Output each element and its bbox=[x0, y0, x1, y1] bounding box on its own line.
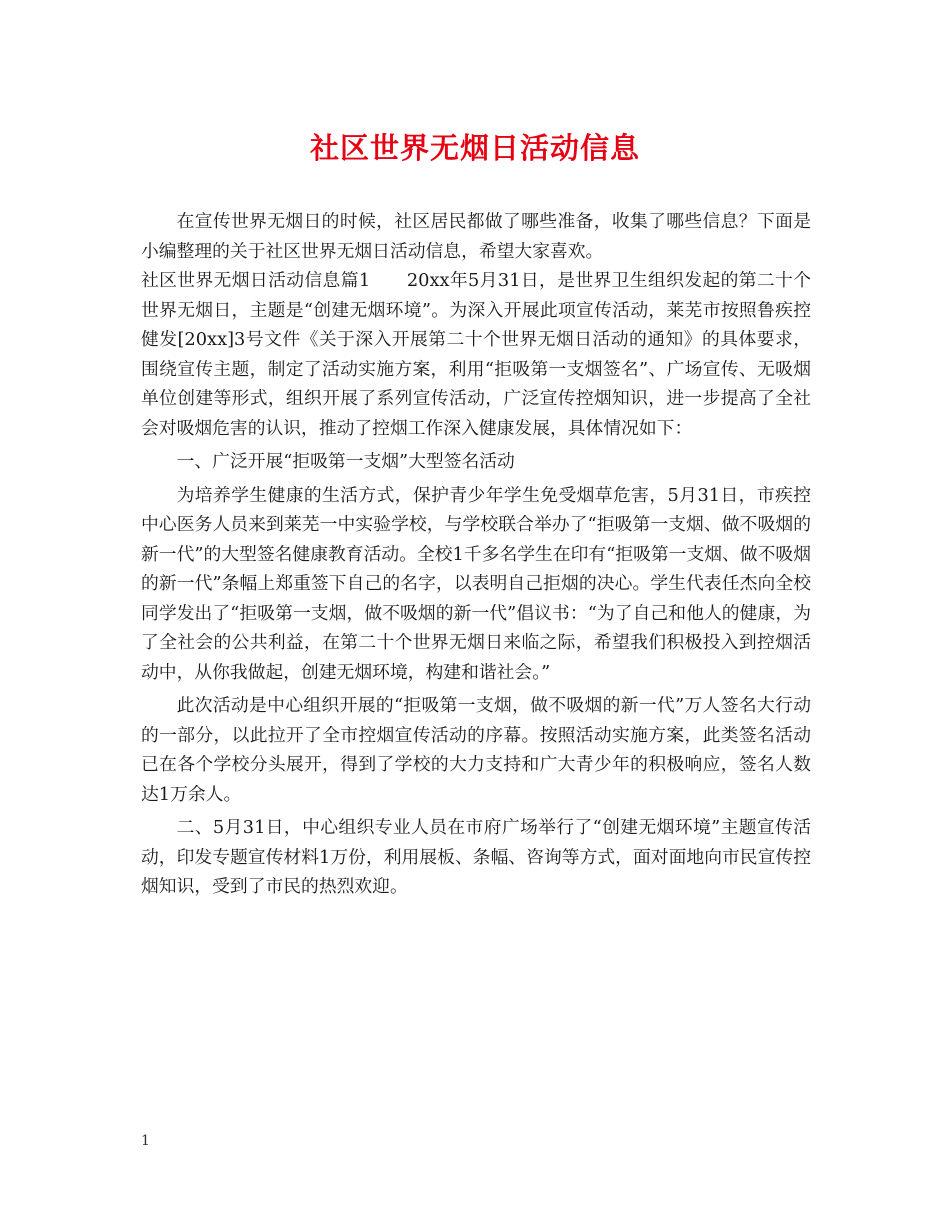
document-title: 社区世界无烟日活动信息 bbox=[309, 131, 640, 165]
intro-paragraph: 在宣传世界无烟日的时候，社区居民都做了哪些准备，收集了哪些信息？下面是小编整理的关于社区世界无烟日活动信息，希望大家喜欢。 bbox=[141, 211, 811, 262]
heading-paragraph-1: 一、广泛开展“拒吸第一支烟”大型签名活动 bbox=[176, 451, 515, 472]
document-body bbox=[141, 207, 811, 902]
body-paragraph-2: 此次活动是中心组织开展的“拒吸第一支烟，做不吸烟的新一代”万人签名大行动的一部分，以此拉开了全市控烟宣传活动的序幕。按照活动实施方案，此类签名活动已在各个学校分头展开，得到了学校的大力支持和广大青少年的积极响应，签名人数达1万余人。 bbox=[141, 695, 811, 805]
body-paragraph-3: 二、5月31日，中心组织专业人员在市府广场举行了“创建无烟环境”主题宣传活动，印发专题宣传材料1万份，利用展板、条幅、咨询等方式，面对面地向市民宣传控烟知识，受到了市民的热烈欢迎。 bbox=[141, 817, 811, 897]
body-paragraph-1: 为培养学生健康的生活方式，保护青少年学生免受烟草危害，5月31日，市疾控中心医务人员来到莱芜一中实验学校，与学校联合举办了“拒吸第一支烟、做不吸烟的新一代”的大型签名健康教育活动。全校1千多名学生在印有“拒吸第一支烟、做不吸烟的新一代”条幅上郑重签下自己的名字，以表明自己拒烟的决心。学生代表任杰向全校同学发出了“拒吸第一支烟，做不吸烟的新一代”倡议书：“为了自己和他人的健康，为了全社会的公共利益，在第二十个世界无烟日来临之际，希望我们积极投入到控烟活动中，从你我做起，创建无烟环境，构建和谐社会。” bbox=[141, 484, 811, 683]
page-number: 1 bbox=[141, 1133, 150, 1149]
section-paragraph-1: 社区世界无烟日活动信息篇1 20xx年5月31日，是世界卫生组织发起的第二十个世界无烟日，主题是“创建无烟环境”。为深入开展此项宣传活动，莱芜市按照鲁疾控健发[20xx]3号文件《关于深入开展第二十个世界无烟日活动的通知》的具体要求，围绕宣传主题，制定了活动实施方案，利用“拒吸第一支烟签名”、广场宣传、无吸烟单位创建等形式，组织开展了系列宣传活动，广泛宣传控烟知识，进一步提高了全社会对吸烟危害的认识，推动了控烟工作深入健康发展，具体情况如下： bbox=[141, 270, 811, 439]
